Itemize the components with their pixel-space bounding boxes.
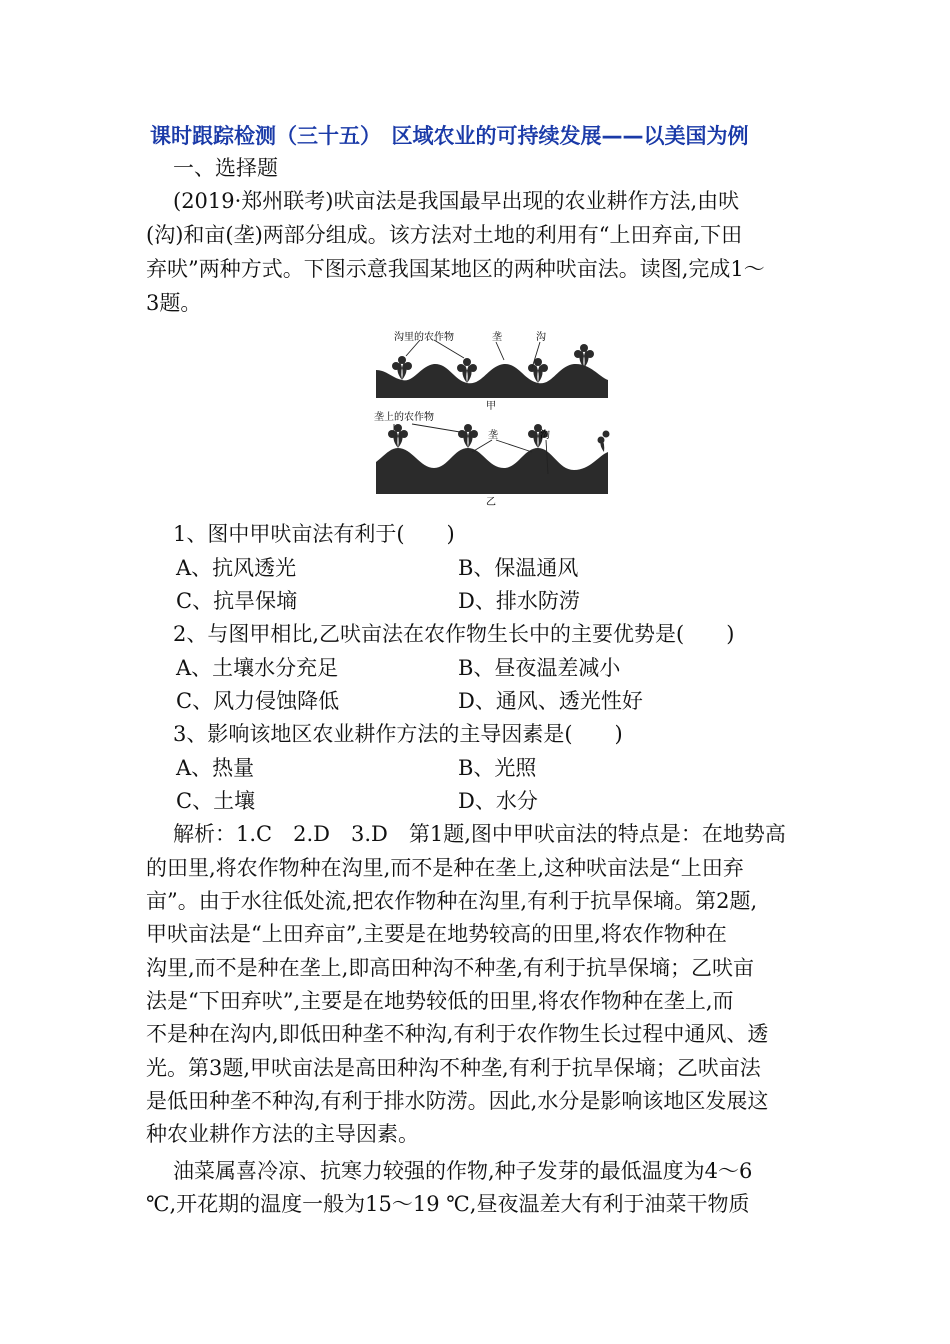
analysis-line: 沟里,而不是种在垄上,即高田种沟不种垄,有利于抗旱保墒；乙吠亩 (146, 956, 755, 980)
crop-icon-bottom-4 (598, 431, 610, 453)
option-a[interactable]: A、土壤水分充足 (176, 656, 339, 680)
label-ditch-top: 沟 (536, 332, 546, 343)
option-a[interactable]: A、热量 (176, 756, 255, 780)
option-a[interactable]: A、抗风透光 (176, 556, 297, 580)
caption-yi: 乙 (486, 497, 496, 508)
option-b[interactable]: B、光照 (458, 756, 537, 780)
option-b[interactable]: B、保温通风 (458, 556, 579, 580)
crop-icon-top-1 (392, 356, 412, 380)
option-d[interactable]: D、水分 (458, 789, 538, 813)
passage-line: ℃,开花期的温度一般为15～19 ℃,昼夜温差大有利于油菜干物质 (146, 1192, 750, 1216)
option-d[interactable]: D、通风、透光性好 (458, 689, 643, 713)
intro-line: 弃吠”两种方式。下图示意我国某地区的两种吠亩法。读图,完成1～ (146, 257, 765, 281)
crop-icon-top-2 (457, 358, 477, 383)
passage-line: 油菜属喜冷凉、抗寒力较强的作物,种子发芽的最低温度为4～6 (173, 1159, 753, 1183)
analysis-line: 种农业耕作方法的主导因素。 (146, 1122, 419, 1146)
analysis-line: 不是种在沟内,即低田种垄不种沟,有利于农作物生长过程中通风、透 (146, 1022, 769, 1046)
question-stem: 2、与图甲相比,乙吠亩法在农作物生长中的主要优势是( ) (173, 622, 735, 646)
analysis-line: 法是“下田弃吠”,主要是在地势较低的田里,将农作物种在垄上,而 (146, 989, 734, 1013)
farming-method-diagram (372, 328, 612, 508)
analysis-line: 甲吠亩法是“上田弃亩”,主要是在地势较高的田里,将农作物种在 (146, 922, 727, 946)
question-stem: 1、图中甲吠亩法有利于( ) (173, 522, 455, 546)
terrain-top (376, 364, 608, 398)
crop-icon-top-3 (528, 358, 548, 383)
analysis-line: 解析：1.C 2.D 3.D 第1题,图中甲吠亩法的特点是：在地势高 (173, 822, 786, 846)
terrain-bottom (376, 448, 608, 494)
analysis-line: 亩”。由于水往低处流,把农作物种在沟里,有利于抗旱保墒。第2题, (146, 889, 758, 913)
label-ridge-top: 垄 (492, 332, 502, 343)
label-ditch-bottom: 沟 (540, 430, 550, 441)
crop-icon-bottom-2 (458, 424, 478, 448)
section-heading: 一、选择题 (173, 156, 278, 180)
question-stem: 3、影响该地区农业耕作方法的主导因素是( ) (173, 722, 623, 746)
label-crop-on-ridge: 垄上的农作物 (374, 412, 434, 423)
option-c[interactable]: C、土壤 (176, 789, 256, 813)
intro-line: 3题。 (146, 291, 202, 315)
option-b[interactable]: B、昼夜温差减小 (458, 656, 621, 680)
crop-icon-bottom-1 (388, 424, 408, 448)
intro-line: (沟)和亩(垄)两部分组成。该方法对土地的利用有“上田弃亩,下田 (146, 223, 743, 247)
caption-jia: 甲 (486, 401, 496, 412)
label-ridge-bottom: 垄 (488, 430, 498, 441)
analysis-line: 光。第3题,甲吠亩法是高田种沟不种垄,有利于抗旱保墒；乙吠亩法 (146, 1056, 761, 1080)
analysis-line: 是低田种垄不种沟,有利于排水防涝。因此,水分是影响该地区发展这 (146, 1089, 769, 1113)
option-d[interactable]: D、排水防涝 (458, 589, 580, 613)
option-c[interactable]: C、抗旱保墒 (176, 589, 298, 613)
page-title: 课时跟踪检测（三十五） 区域农业的可持续发展——以美国为例 (150, 124, 749, 148)
option-c[interactable]: C、风力侵蚀降低 (176, 689, 340, 713)
intro-line: (2019·郑州联考)吠亩法是我国最早出现的农业耕作方法,由吠 (173, 189, 740, 213)
label-crop-in-ditch: 沟里的农作物 (394, 332, 454, 343)
analysis-line: 的田里,将农作物种在沟里,而不是种在垄上,这种吠亩法是“上田弃 (146, 856, 744, 880)
